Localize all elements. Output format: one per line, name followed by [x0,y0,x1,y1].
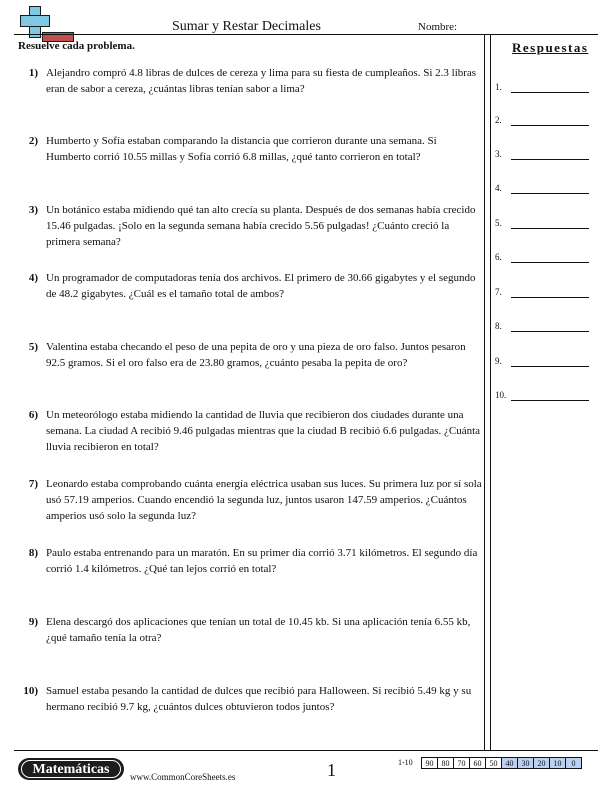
problem-number: 3) [28,204,38,216]
answer-line[interactable] [495,114,595,126]
score-cell: 0 [565,757,582,769]
answer-number: 10. [495,390,507,400]
score-cell: 40 [501,757,518,769]
answer-line[interactable] [495,320,595,332]
score-cell: 30 [517,757,534,769]
instructions: Resuelve cada problema. [18,40,135,52]
problem-number: 2) [28,135,38,147]
site-url: www.CommonCoreSheets.es [130,772,236,782]
answer-line[interactable] [495,286,595,298]
problem-number: 6) [28,409,38,421]
footer-rule [14,750,598,751]
answer-line[interactable] [495,251,595,263]
score-cell: 50 [485,757,502,769]
answer-line[interactable] [495,217,595,229]
answer-number: 3. [495,149,502,159]
score-table [398,757,582,769]
name-label: Nombre: [418,21,458,33]
problem-text: Samuel estaba pesando la cantidad de dulces que recibió para Halloween. Si recibió 5.49 kg y su hermano recibió 9.7 kg, ¿cuántos dulces obtuvieron todos juntos? [46,685,472,713]
problem-number: 7) [28,478,38,490]
answer-number: 8. [495,321,502,331]
problem-text: Elena descargó dos aplicaciones que tenían un total de 10.45 kb. Si una aplicación tenía 6.55 kb, ¿qué tamaño tenía la otra? [46,616,471,644]
page-number: 1 [327,760,336,780]
answer-number: 6. [495,252,502,262]
problem-text: Humberto y Sofía estaban comparando la distancia que corrieron durante una semana. Si Humberto corrió 10.55 millas y Sofía corrió 6.8 millas, ¿qué tanto corrieron en total? [46,135,437,163]
problem-number: 9) [28,616,38,628]
answer-number: 4. [495,183,502,193]
answer-number: 2. [495,115,502,125]
score-cell: 20 [533,757,550,769]
problem-text: Un botánico estaba midiendo qué tan alto crecía su planta. Después de dos semanas había crecido 15.46 pulgadas. ¡Solo en la segunda semana había crecido 5.56 pulgadas! ¿Cuánto creció la primera semana? [46,204,476,248]
answer-number: 9. [495,356,502,366]
score-cell: 90 [421,757,438,769]
answer-line[interactable] [495,182,595,194]
score-cell: 60 [469,757,486,769]
problem-text: Valentina estaba checando el peso de una pepita de oro y una pieza de oro falso. Juntos pesaron 92.5 gramos. Si el oro falso era de 23.80 gramos, ¿cuánto pesaba la pepita de oro? [46,341,466,369]
problem-number: 4) [28,272,38,284]
score-cell: 80 [437,757,454,769]
score-cell: 70 [453,757,470,769]
problem-text: Un meteorólogo estaba midiendo la cantidad de lluvia que recibieron dos ciudades durante una semana. La ciudad A recibió 9.46 pulgadas mientras que la ciudad B recibió 6.6 pulgadas. ¿Cuánta lluvia recibieron en total? [46,409,481,453]
answer-number: 7. [495,287,502,297]
problem-number: 1) [28,67,38,79]
answer-number: 1. [495,82,502,92]
brand-label: Matemáticas [21,760,121,778]
answer-line[interactable] [495,389,595,401]
problem-text: Paulo estaba entrenando para un maratón. En su primer día corrió 3.71 kilómetros. El segundo día corrió 1.4 kilómetros. ¿Qué tan lejos corrió en total? [46,547,478,575]
answers-title: Respuestas [512,40,589,55]
problem-text: Un programador de computadoras tenía dos archivos. El primero de 30.66 gigabytes y el segundo de 48.2 gigabytes. ¿Cuál es el tamaño total de ambos? [46,272,476,300]
worksheet-title: Sumar y Restar Decimales [172,19,321,34]
problem-text: Leonardo estaba comprobando cuánta energía eléctrica usaban sus luces. Su primera luz por sí sola usó 57.19 amperios. Cuando encendió la segunda luz, juntos usaron 147.59 amperios. ¿Cuántos amperios usó solo la segunda luz? [46,478,482,522]
answer-line[interactable] [495,355,595,367]
answer-number: 5. [495,218,502,228]
column-divider [484,35,491,750]
score-cell: 10 [549,757,566,769]
score-range-label: 1-10 [398,758,413,767]
answer-line[interactable] [495,148,595,160]
answer-line[interactable] [495,81,595,93]
problem-number: 8) [28,547,38,559]
header-rule [14,34,598,35]
problem-number: 10) [23,685,38,697]
brand-badge [18,758,124,780]
problem-text: Alejandro compró 4.8 libras de dulces de cereza y lima para su fiesta de cumpleaños. Si 2.3 libras eran de sabor a cereza, ¿cuántas libras tenían sabor a lima? [46,67,477,95]
problem-number: 5) [28,341,38,353]
